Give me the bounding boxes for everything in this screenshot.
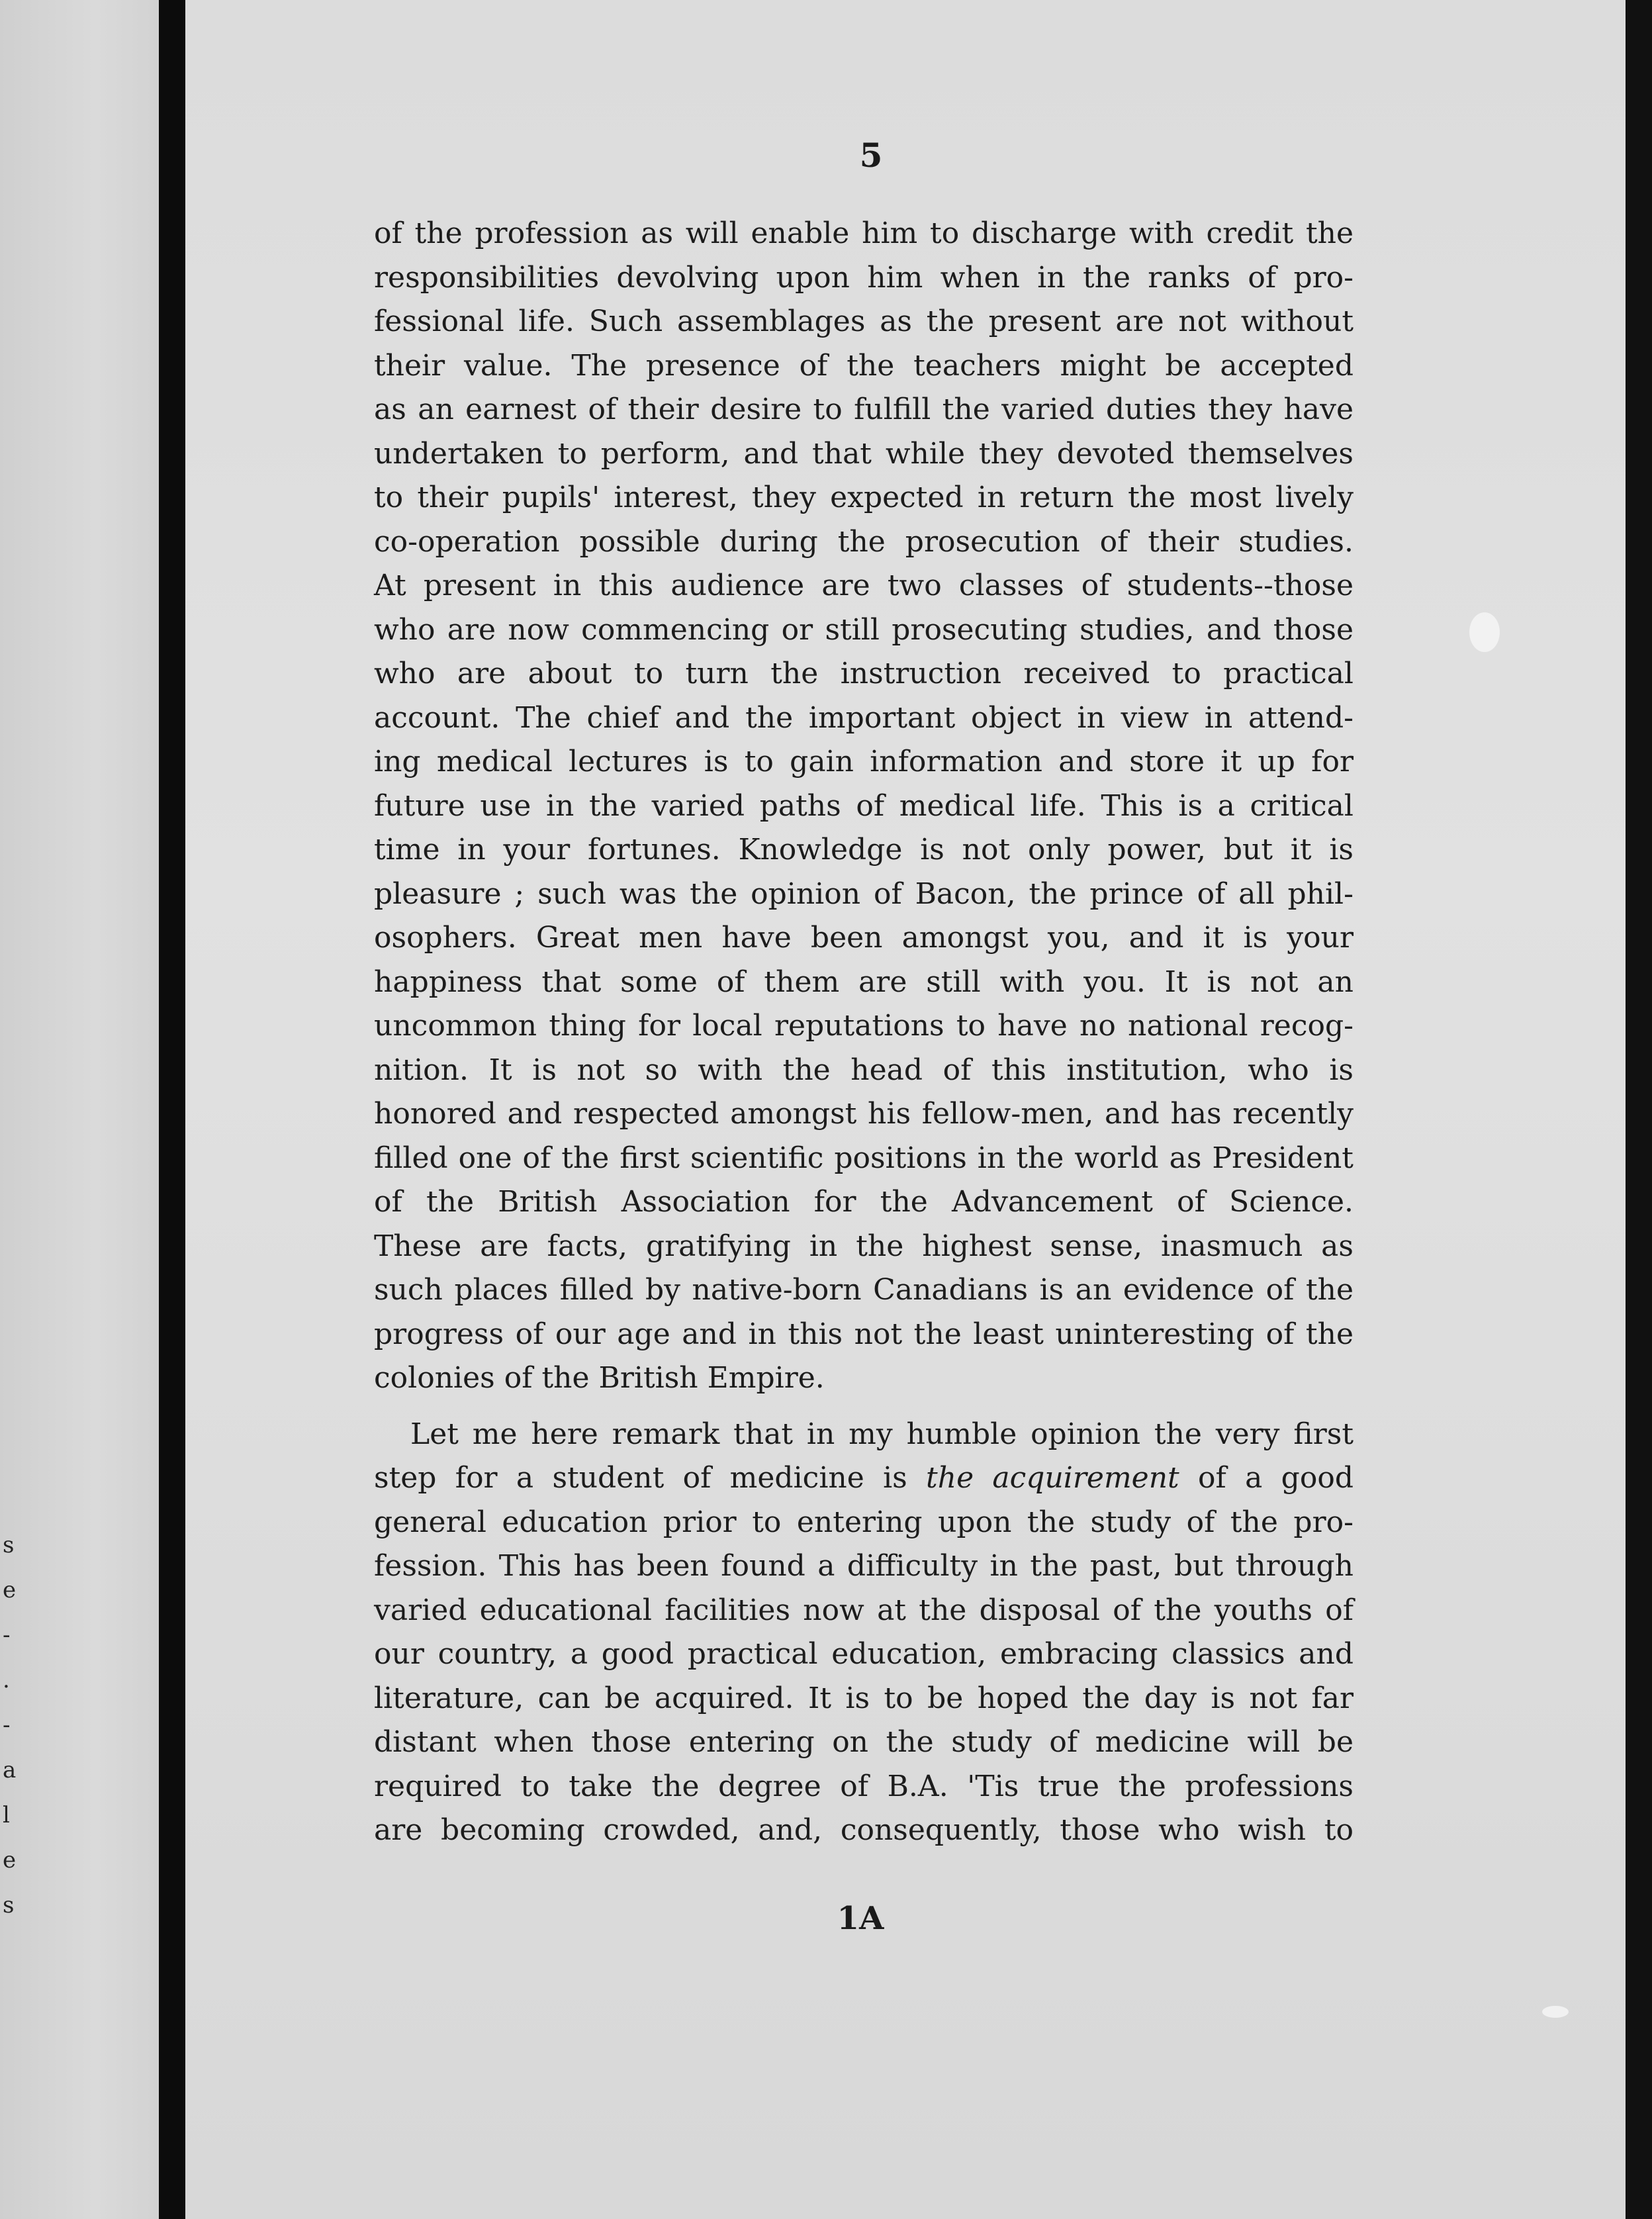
text-line: of the profession as will enable him to discharge with credit the	[374, 216, 1354, 250]
text-line: literature, can be acquired. It is to be hoped the day is not far	[374, 1681, 1354, 1715]
text-line: co-operation possible during the prosecution of their studies.	[374, 524, 1354, 559]
book-spine-shadow	[159, 0, 185, 2219]
text-line: uncommon thing for local reputations to have no national recog-	[374, 1009, 1354, 1043]
text-line: are becoming crowded, and, consequently, those who wish to	[374, 1813, 1354, 1847]
text-line: such places filled by native-born Canadians is an evidence of the	[374, 1273, 1354, 1307]
text-line: required to take the degree of B.A. 'Tis true the professions	[374, 1769, 1354, 1803]
paragraph	[374, 212, 1354, 1401]
text-line: undertaken to perform, and that while they devoted themselves	[374, 436, 1354, 471]
text-line: distant when those entering on the study of medicine will be	[374, 1725, 1354, 1759]
text-line: progress of our age and in this not the least uninteresting of the	[374, 1317, 1354, 1351]
fragment-char: s	[3, 1532, 15, 1558]
text-line: filled one of the first scientific positions in the world as President	[374, 1141, 1354, 1175]
text-line: responsibilities devolving upon him when in the ranks of pro-	[374, 260, 1354, 295]
text-line: fessional life. Such assemblages as the present are not without	[374, 305, 1354, 338]
text-line: future use in the varied paths of medical life. This is a critical	[374, 788, 1354, 823]
text-line: ing medical lectures is to gain information and store it up for	[374, 745, 1354, 779]
text-line: our country, a good practical education, embracing classics and	[374, 1637, 1354, 1671]
text-line: who are about to turn the instruction received to practical	[374, 657, 1354, 690]
text-line: of the British Association for the Advancement of Science.	[374, 1185, 1354, 1219]
facing-page-fragments	[3, 1523, 29, 1928]
text-run: of a good	[1179, 1461, 1354, 1495]
text-line: osophers. Great men have been amongst you, and it is your	[374, 921, 1354, 955]
text-line: to their pupils' interest, they expected in return the most lively	[374, 481, 1354, 514]
fragment-char: s	[3, 1892, 15, 1918]
text-line: Let me here remark that in my humble opinion the very first	[410, 1417, 1354, 1451]
fragment-char: e	[3, 1847, 17, 1873]
text-line: account. The chief and the important object in view in attend-	[374, 700, 1354, 735]
text-line: as an earnest of their desire to fulfill the varied duties they have	[374, 393, 1354, 426]
text-line: general education prior to entering upon the study of the pro-	[374, 1505, 1354, 1539]
scan-speck	[1469, 612, 1500, 652]
page-number: 5	[859, 136, 883, 175]
text-line: time in your fortunes. Knowledge is not only power, but it is	[374, 833, 1354, 867]
text-line: happiness that some of them are still with you. It is not an	[374, 965, 1354, 999]
text-line: honored and respected amongst his fellow-men, and has recently	[374, 1097, 1354, 1131]
facing-page-edge	[0, 0, 159, 2219]
text-line: their value. The presence of the teachers might be accepted	[374, 348, 1354, 383]
fragment-char: a	[3, 1757, 17, 1783]
fragment-char: l	[3, 1802, 10, 1828]
text-line: These are facts, gratifying in the highest sense, inasmuch as	[374, 1229, 1354, 1263]
page-right-edge	[1626, 0, 1652, 2219]
text-line: who are now commencing or still prosecuting studies, and those	[374, 612, 1354, 647]
text-line: fession. This has been found a difficulty in the past, but through	[374, 1549, 1354, 1583]
scan-speck	[1542, 2006, 1569, 2018]
text-run: step for a student of medicine is	[374, 1461, 927, 1495]
fragment-char: -	[3, 1712, 11, 1738]
text-line: pleasure ; such was the opinion of Bacon, the prince of all phil-	[374, 876, 1354, 911]
text-line: nition. It is not so with the head of this institution, who is	[374, 1053, 1354, 1087]
paragraph	[374, 1413, 1354, 1853]
fragment-char: e	[3, 1577, 17, 1603]
text-line: colonies of the British Empire.	[374, 1361, 825, 1395]
body-text	[374, 212, 1354, 1853]
signature-mark: 1A	[837, 1900, 884, 1937]
emphasis: the acquirement	[926, 1461, 1179, 1495]
text-line: At present in this audience are two classes of students--those	[374, 569, 1354, 602]
fragment-char: .	[3, 1667, 10, 1693]
fragment-char: -	[3, 1622, 11, 1648]
text-line	[374, 1456, 1354, 1501]
text-line: varied educational facilities now at the disposal of the youths of	[374, 1593, 1354, 1627]
